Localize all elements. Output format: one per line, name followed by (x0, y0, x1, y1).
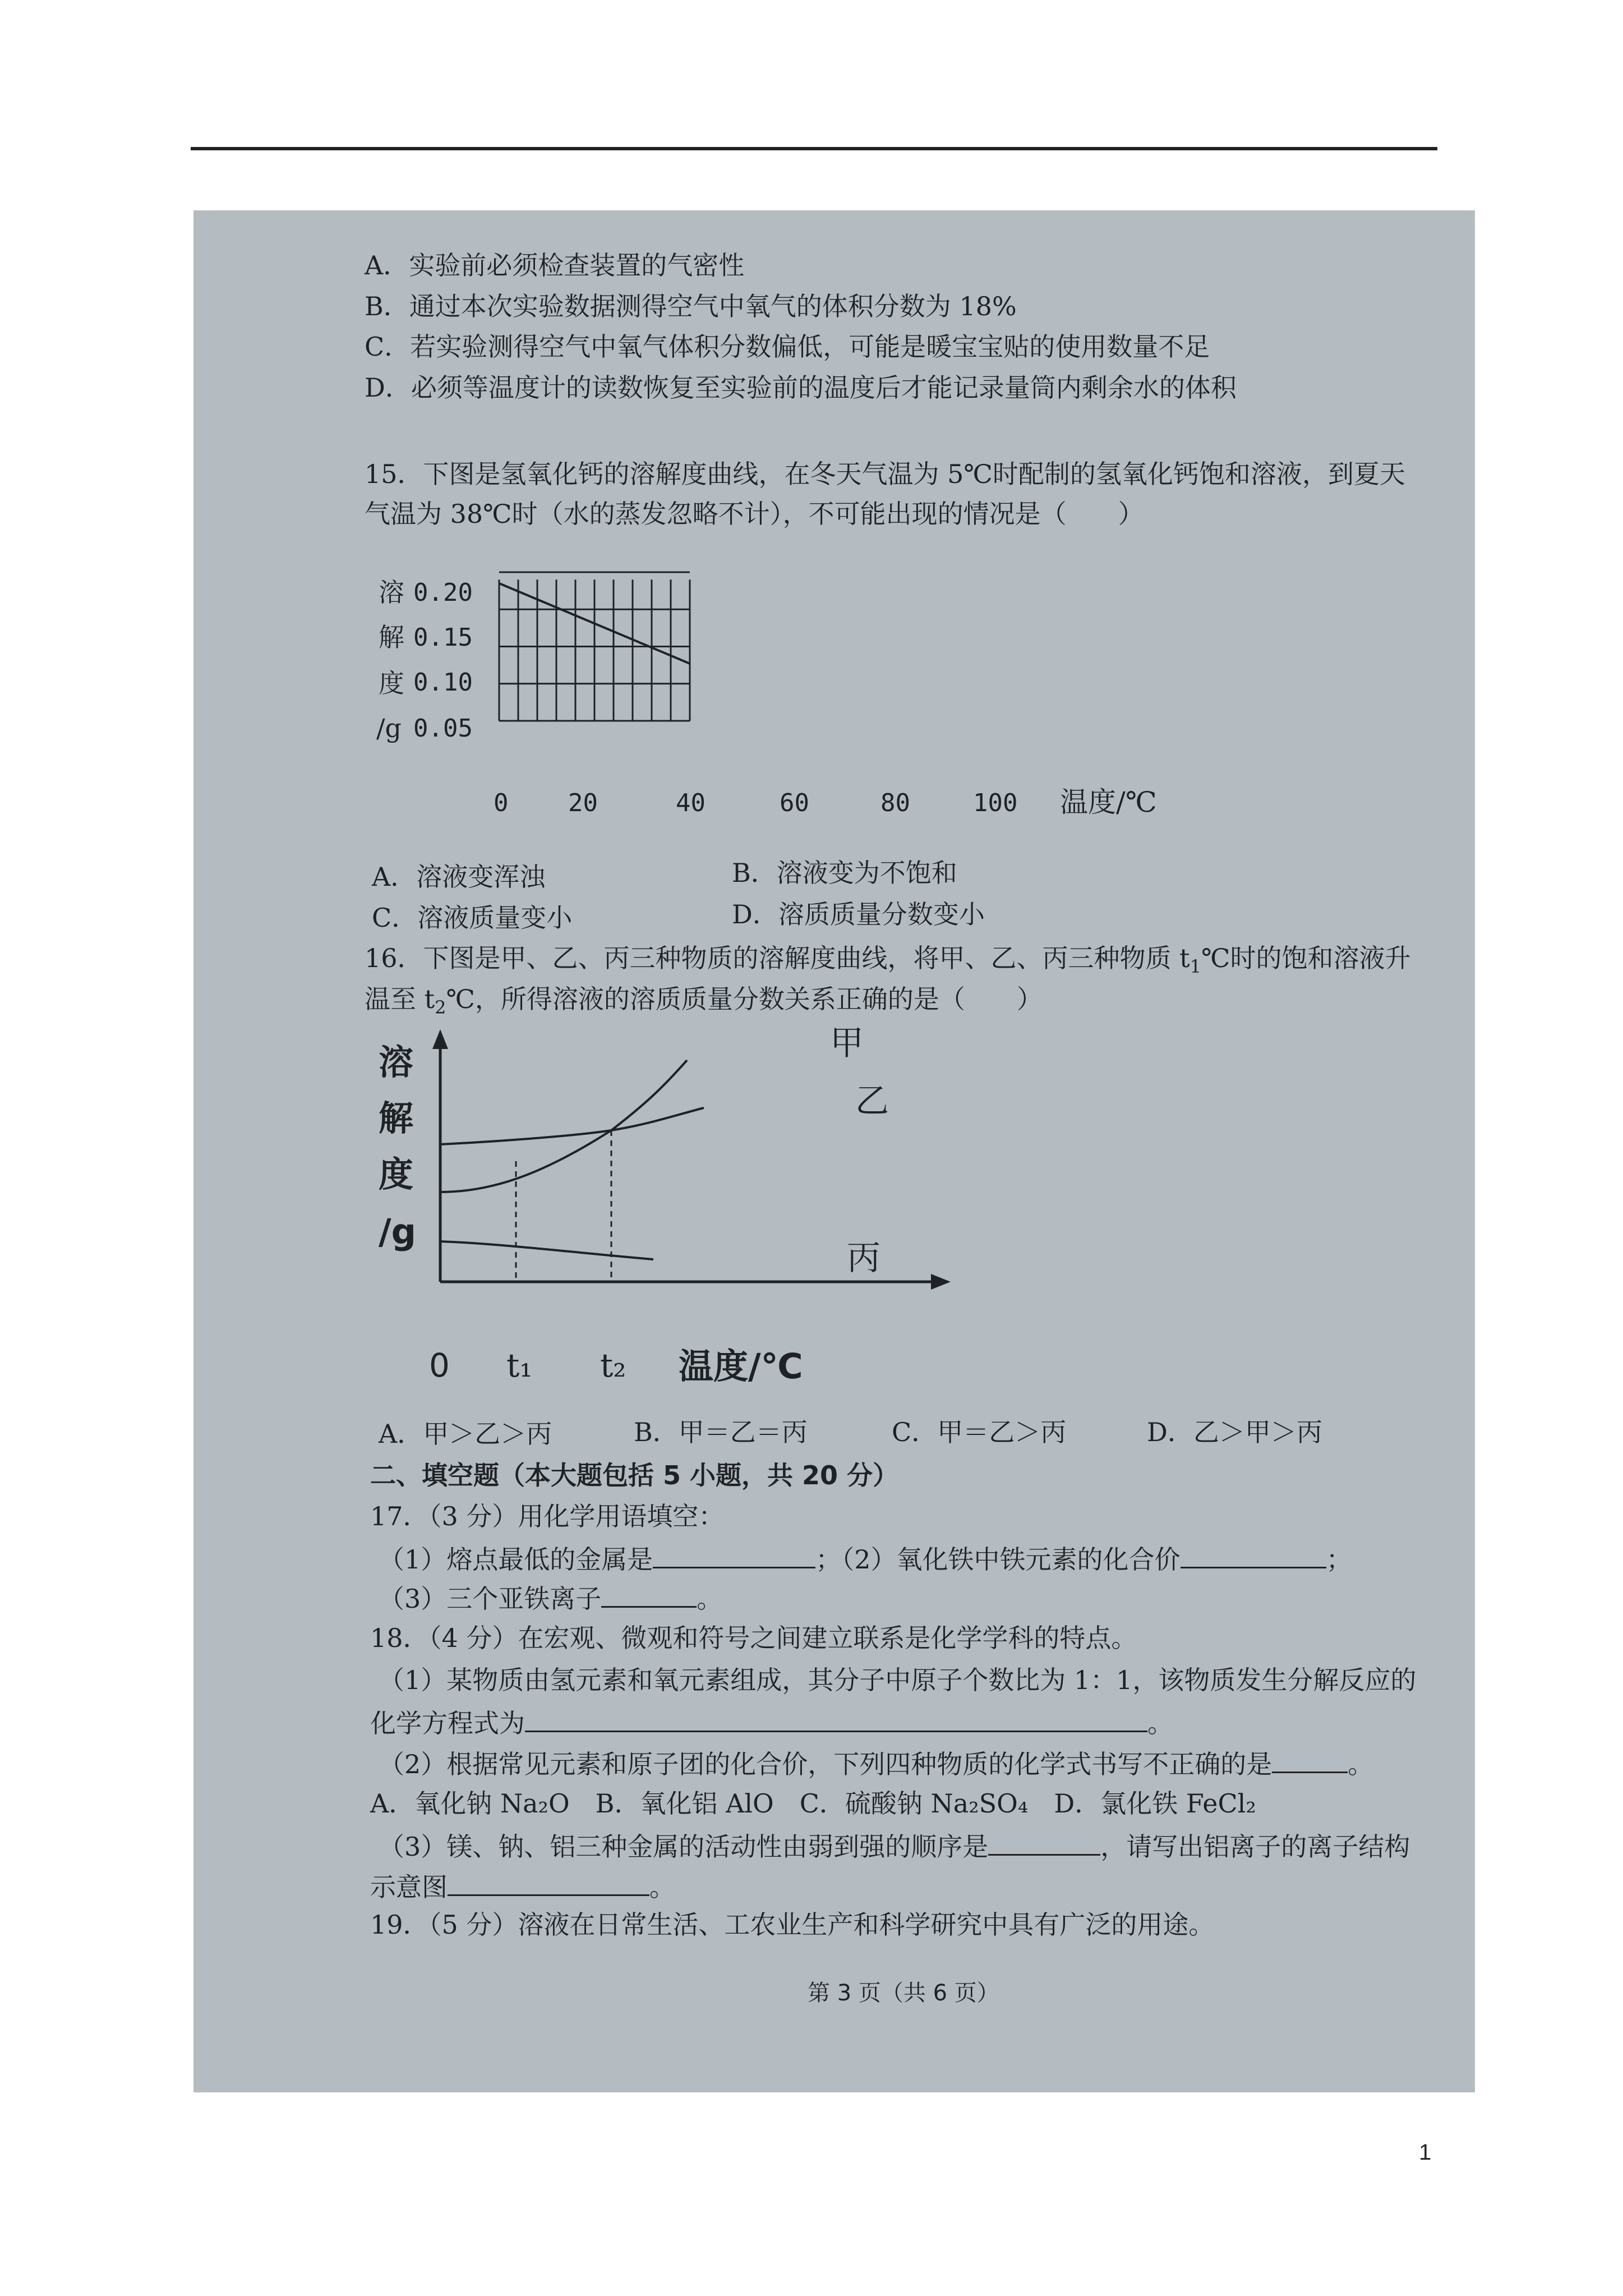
q18-part1-line2: 化学方程式为 。 (370, 1708, 1173, 1738)
chart1-y-tick: 0.10 (413, 668, 473, 697)
page-number: 1 (1419, 2140, 1432, 2165)
chart1-x-tick: 20 (568, 789, 598, 817)
chart1-x-tick: 80 (880, 789, 910, 817)
q18-blank-4[interactable] (448, 1872, 649, 1896)
chart2-label-jia: 甲 (830, 1024, 864, 1063)
chart2-t2-label: t₂ (600, 1346, 626, 1384)
chart2-y-label-char: 度 (379, 1154, 414, 1195)
q14-option-d: D．必须等温度计的读数恢复至实验前的温度后才能记录量筒内剩余水的体积 (365, 372, 1237, 403)
chart2-label-bing: 丙 (847, 1239, 880, 1278)
q15-option-a: A．溶液变浑浊 (372, 862, 546, 892)
q16-option-a: A．甲＞乙＞丙 (379, 1419, 552, 1449)
q17-blank-1[interactable] (653, 1544, 815, 1568)
chart2-x-label: 温度/℃ (679, 1346, 803, 1387)
chart2-x-axis-arrow (931, 1274, 951, 1290)
chart1-x-label: 温度/℃ (1060, 786, 1157, 818)
q17-blank-3[interactable] (601, 1584, 697, 1608)
chart1-y-tick: 0.05 (413, 714, 473, 743)
q16-option-c: C．甲＝乙＞丙 (892, 1417, 1067, 1447)
chart2-y-label-char: /g (379, 1211, 417, 1252)
q15-option-d: D．溶质质量分数变小 (732, 899, 985, 930)
q16-option-d: D．乙＞甲＞丙 (1147, 1417, 1322, 1447)
chart1-x-tick: 60 (780, 789, 809, 817)
chart1-y-label-char: /g (376, 713, 402, 743)
q18-part3-line1: （3）镁、钠、铝三种金属的活动性由弱到强的顺序是 ，请写出铝离子的离子结构 (379, 1832, 1410, 1862)
q15-stem-line1: 15．下图是氢氧化钙的溶解度曲线，在冬天气温为 5℃时配制的氢氧化钙饱和溶液，到夏天 (365, 459, 1405, 489)
q16-stem-line2: 温至 $t_2℃$，所得溶液的溶质质量分数关系正确的是（ ） (365, 984, 1043, 1018)
q15-option-c: C．溶液质量变小 (372, 903, 573, 933)
q17-line1: （1）熔点最低的金属是 ；（2）氧化铁中铁元素的化合价 ； (379, 1544, 1352, 1575)
q14-option-c: C．若实验测得空气中氧气体积分数偏低，可能是暖宝宝贴的使用数量不足 (365, 332, 1210, 362)
top-rule (191, 147, 1437, 150)
chart2-label-yi: 乙 (855, 1082, 889, 1121)
q19-stem: 19．（5 分）溶液在日常生活、工农业生产和科学研究中具有广泛的用途。 (370, 1910, 1215, 1940)
q16-stem-line1: 16．下图是甲、乙、丙三种物质的溶解度曲线，将甲、乙、丙三种物质 $t_1℃$时的饱和溶液升 (365, 943, 1411, 977)
scanned-page (193, 210, 1475, 2092)
chart2-plot (418, 1024, 979, 1332)
q18-part1-line1: （1）某物质由氢元素和氧元素组成，其分子中原子个数比为 1：1，该物质发生分解反应的 (379, 1665, 1417, 1695)
chart2-y-axis-arrow (432, 1029, 448, 1049)
chart1-x-tick: 100 (973, 789, 1018, 817)
q18-part2-options: A．氧化钠 Na₂O B．氧化铝 AlO C．硫酸钠 Na₂SO₄ D．氯化铁 FeCl₂ (370, 1788, 1256, 1819)
q18-blank-1[interactable] (525, 1708, 1147, 1732)
chart1-y-label-char: 溶 (379, 577, 404, 608)
chart2-y-label-char: 溶 (379, 1042, 414, 1083)
q14-option-b: B．通过本次实验数据测得空气中氧气的体积分数为 18% (365, 291, 1017, 321)
chart1-y-tick: 0.15 (413, 623, 473, 652)
chart1-plot (496, 569, 693, 724)
q14-option-a: A．实验前必须检查装置的气密性 (365, 250, 745, 280)
q18-part2-line1: （2）根据常见元素和原子团的化合价，下列四种物质的化学式书写不正确的是 。 (379, 1749, 1374, 1779)
chart1-x-tick: 0 (494, 789, 509, 817)
chart2-y-label-char: 解 (379, 1098, 414, 1139)
chart2-curve-yi (440, 1108, 704, 1144)
q15-stem-line2: 气温为 38℃时（水的蒸发忽略不计），不可能出现的情况是（ ） (365, 499, 1144, 529)
chart1-y-label-char: 度 (379, 668, 404, 698)
q18-part3-line2: 示意图 。 (370, 1872, 675, 1902)
q16-option-b: B．甲＝乙＝丙 (634, 1417, 808, 1447)
chart2-t1-label: t₁ (506, 1346, 533, 1384)
chart2-curve-jia (440, 1060, 687, 1192)
inner-footer: 第 3 页（共 6 页） (808, 1980, 999, 2006)
chart1-x-tick: 40 (676, 789, 706, 817)
q17-blank-2[interactable] (1181, 1544, 1326, 1568)
q18-stem: 18．（4 分）在宏观、微观和符号之间建立联系是化学学科的特点。 (370, 1623, 1137, 1653)
chart2-curve-bing (440, 1241, 653, 1259)
q18-blank-2[interactable] (1272, 1749, 1348, 1773)
q17-line2: （3）三个亚铁离子 。 (379, 1584, 723, 1614)
q18-blank-3[interactable] (988, 1832, 1100, 1856)
q15-option-b: B．溶液变为不饱和 (732, 858, 957, 888)
chart1-y-tick: 0.20 (413, 578, 473, 607)
q17-stem: 17．（3 分）用化学用语填空： (370, 1501, 725, 1531)
section2-title: 二、填空题（本大题包括 5 小题，共 20 分） (370, 1460, 899, 1490)
chart1-y-label-char: 解 (379, 622, 404, 652)
chart2-origin-label: 0 (429, 1346, 450, 1384)
